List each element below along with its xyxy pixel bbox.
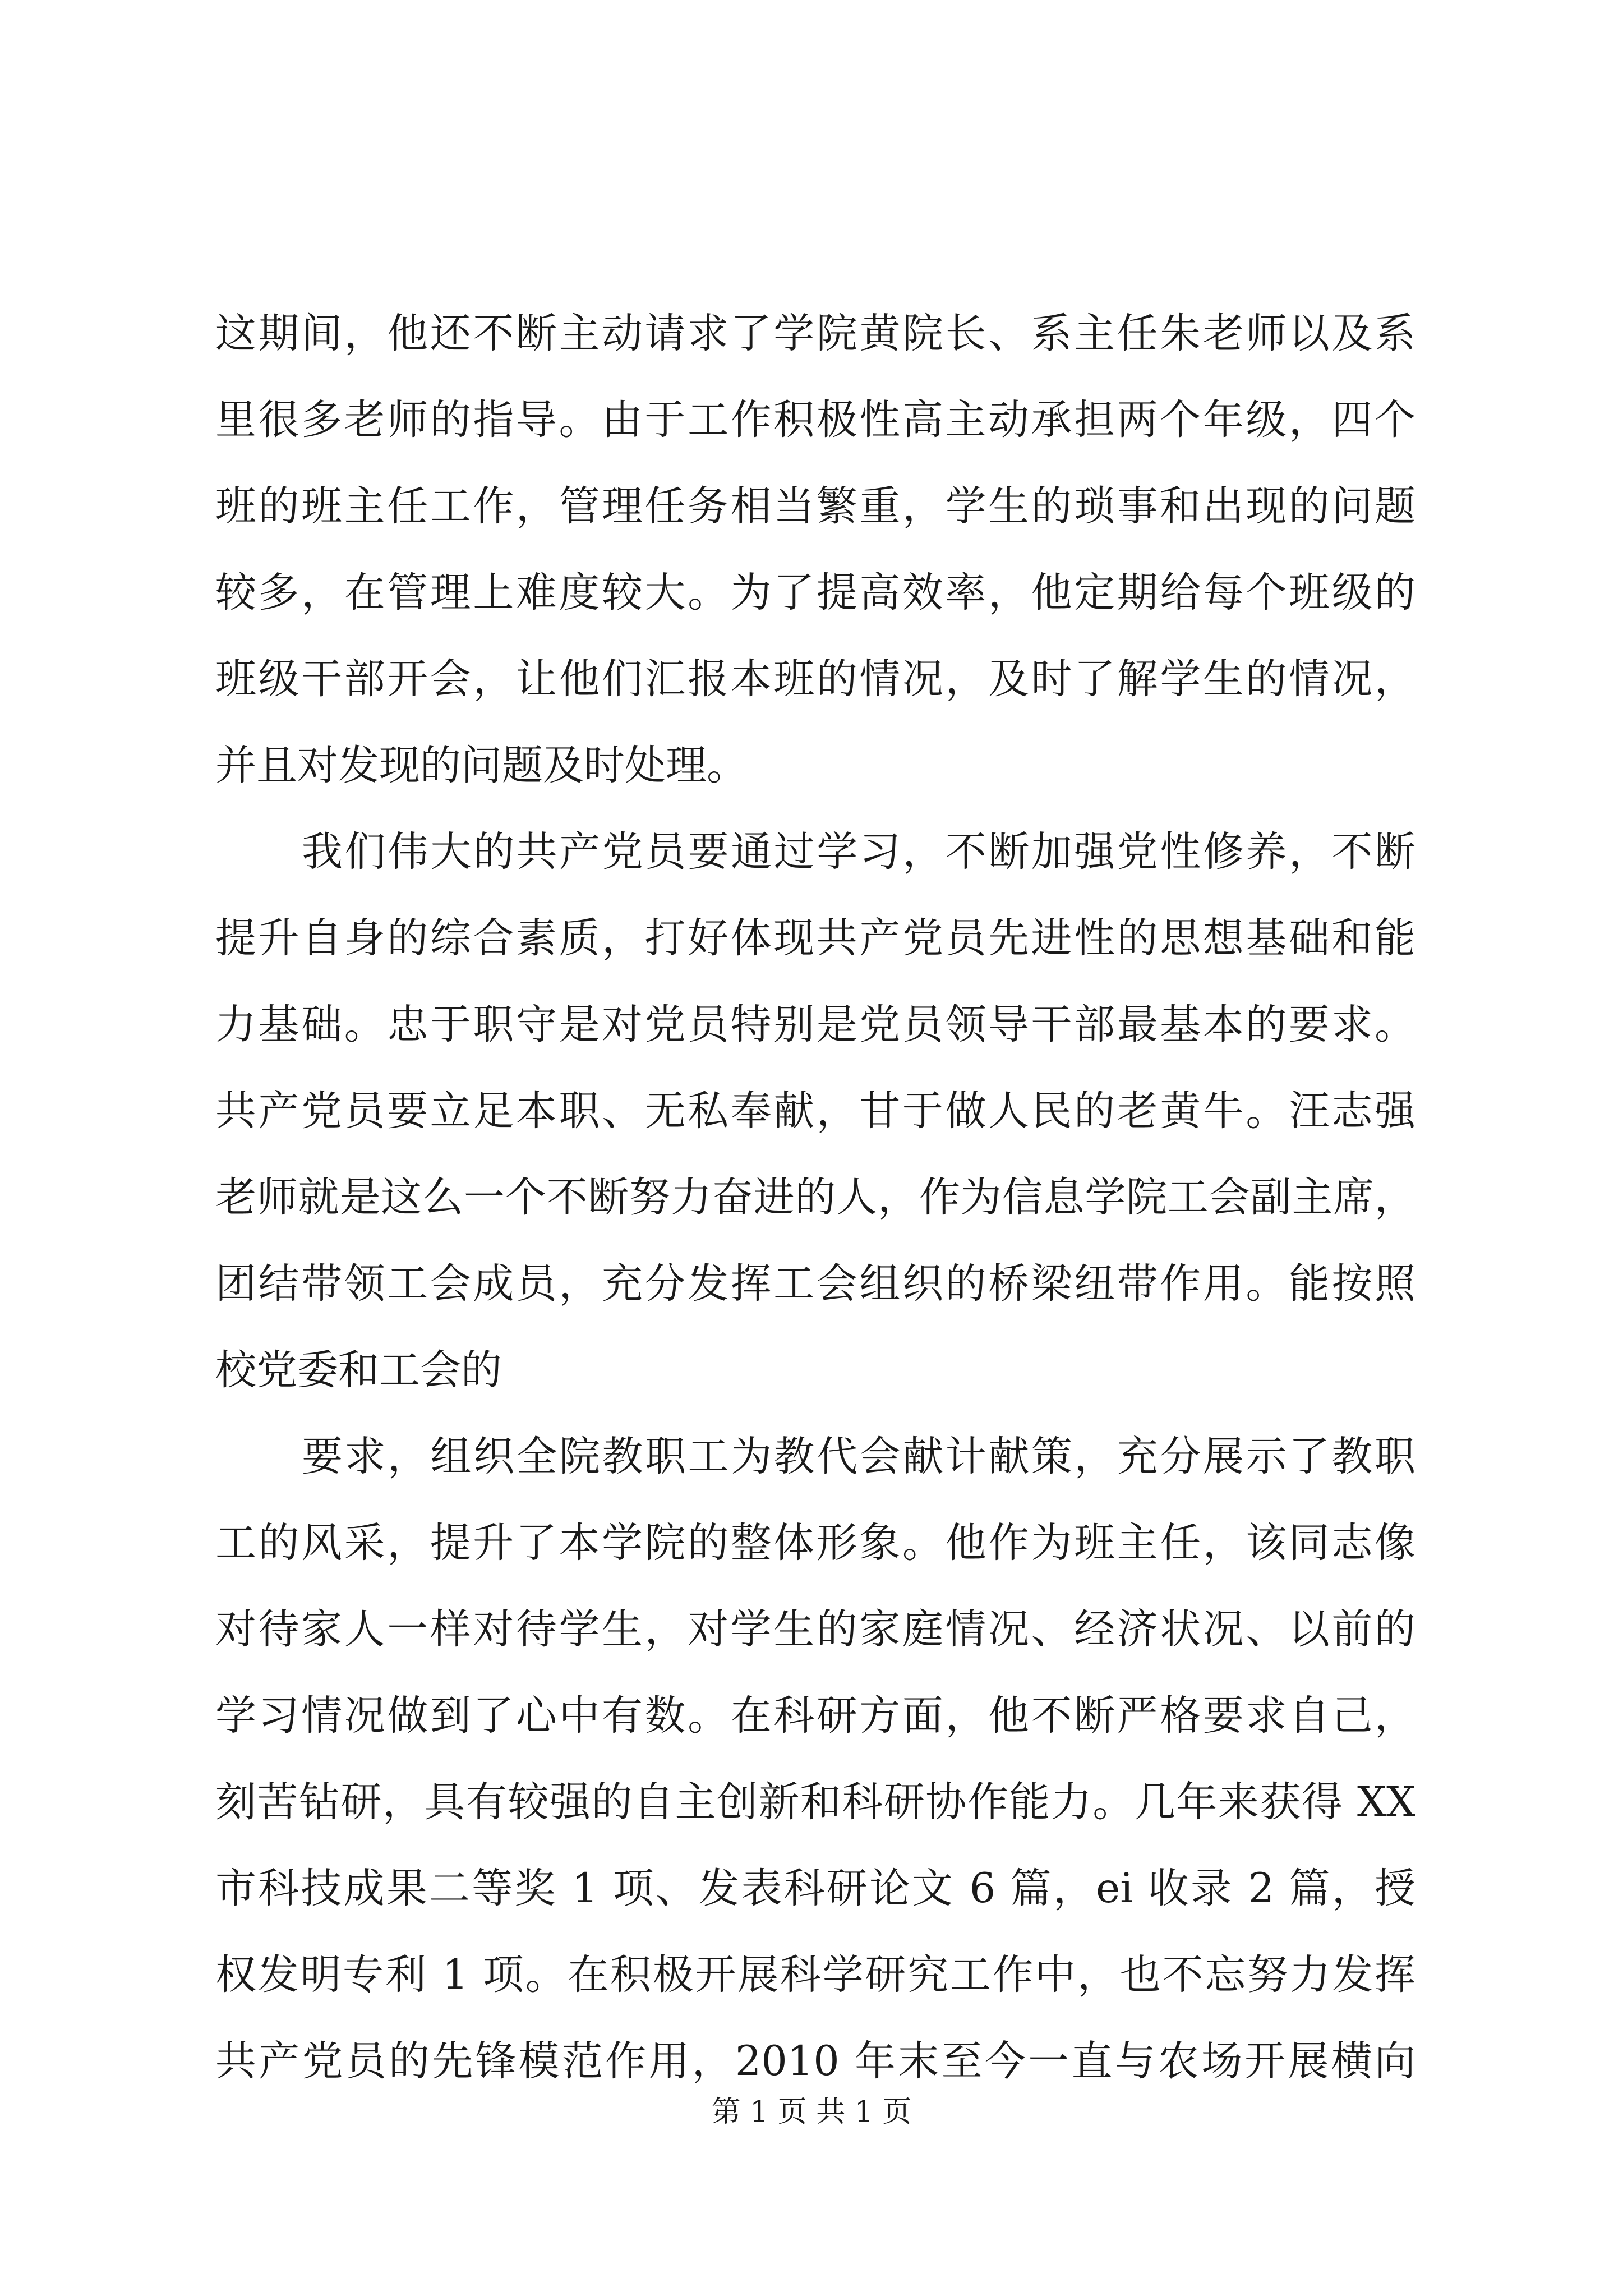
text-line: 要求，组织全院教职工为教代会献计献策，充分展示了教职 [302, 1433, 1415, 1480]
body-text [215, 291, 1415, 2105]
text-line: 工的风采，提升了本学院的整体形象。他作为班主任，该同志像 [215, 1519, 1415, 1567]
text-line: 刻苦钻研，具有较强的自主创新和科研协作能力。几年来获得 XX [215, 1778, 1415, 1826]
text-line: 对待家人一样对待学生，对学生的家庭情况、经济状况、以前的 [215, 1605, 1415, 1653]
page-footer: 第 1 页 共 1 页 [711, 2095, 912, 2129]
text-line: 老师就是这么一个不断努力奋进的人，作为信息学院工会副主席， [215, 1174, 1415, 1221]
text-line: 学习情况做到了心中有数。在科研方面，他不断严格要求自己， [215, 1692, 1415, 1740]
text-line: 共产党员的先锋模范作用，2010 年末至今一直与农场开展横向 [215, 2037, 1415, 2085]
text-line: 我们伟大的共产党员要通过学习，不断加强党性修养，不断 [302, 828, 1415, 876]
text-line: 班级干部开会，让他们汇报本班的情况，及时了解学生的情况， [215, 655, 1415, 703]
text-line: 并且对发现的问题及时处理。 [215, 742, 748, 789]
text-line: 这期间，他还不断主动请求了学院黄院长、系主任朱老师以及系 [215, 310, 1415, 357]
text-line: 市科技成果二等奖 1 项、发表科研论文 6 篇，ei 收录 2 篇，授 [215, 1865, 1415, 1912]
text-line: 较多，在管理上难度较大。为了提高效率，他定期给每个班级的 [215, 569, 1415, 616]
text-line: 权发明专利 1 项。在积极开展科学研究工作中，也不忘努力发挥 [215, 1951, 1415, 1999]
text-line: 校党委和工会的 [215, 1346, 502, 1394]
text-line: 力基础。忠于职守是对党员特别是党员领导干部最基本的要求。 [215, 1001, 1415, 1048]
text-line: 提升自身的综合素质，打好体现共产党员先进性的思想基础和能 [215, 914, 1415, 962]
text-line: 共产党员要立足本职、无私奉献，甘于做人民的老黄牛。汪志强 [215, 1087, 1415, 1135]
text-line: 里很多老师的指导。由于工作积极性高主动承担两个年级，四个 [215, 396, 1415, 444]
text-line: 班的班主任工作，管理任务相当繁重，学生的琐事和出现的问题 [215, 482, 1415, 530]
text-line: 团结带领工会成员，充分发挥工会组织的桥梁纽带作用。能按照 [215, 1260, 1415, 1308]
